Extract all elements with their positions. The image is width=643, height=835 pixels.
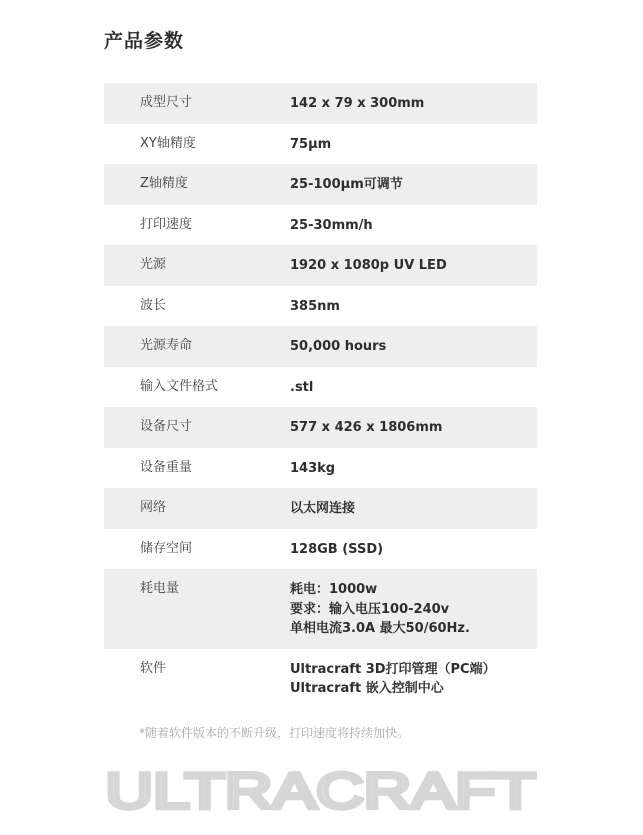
spec-label: 输入文件格式 bbox=[140, 378, 219, 394]
spec-value-line: Ultracraft 嵌入控制中心 bbox=[290, 681, 444, 696]
spec-value-line: 1920 x 1080p UV LED bbox=[290, 258, 447, 273]
spec-label: 耗电量 bbox=[140, 581, 180, 596]
spec-row bbox=[104, 367, 537, 408]
spec-value bbox=[290, 499, 537, 519]
spec-table bbox=[104, 83, 537, 709]
spec-value-line: 142 x 79 x 300mm bbox=[290, 96, 425, 111]
spec-value bbox=[290, 216, 537, 236]
spec-row bbox=[104, 164, 537, 205]
spec-label: 储存空间 bbox=[140, 540, 193, 556]
spec-row bbox=[104, 407, 537, 448]
spec-value bbox=[290, 135, 537, 155]
spec-row bbox=[104, 529, 537, 570]
spec-value-line: 单相电流3.0A 最大50/60Hz. bbox=[290, 621, 470, 636]
spec-value-line: 143kg bbox=[290, 460, 336, 476]
spec-row bbox=[104, 205, 537, 246]
brand-logo-text: ULTRACRAFT bbox=[105, 768, 536, 814]
spec-value-line: 耗电：1000w bbox=[290, 582, 378, 597]
spec-value-line: 要求：输入电压100-240v bbox=[290, 601, 450, 617]
spec-value-line: .stl bbox=[290, 379, 314, 395]
spec-value bbox=[290, 418, 537, 438]
brand-logo bbox=[104, 768, 537, 814]
spec-label: 软件 bbox=[140, 660, 167, 676]
spec-value bbox=[290, 540, 537, 560]
spec-label: XY轴精度 bbox=[140, 135, 196, 151]
spec-value-line: 25-30mm/h bbox=[290, 217, 373, 233]
spec-value bbox=[290, 94, 537, 114]
footnote: *随着软件版本的不断升级，打印速度将持续加快。 bbox=[139, 726, 410, 740]
spec-row bbox=[104, 448, 537, 489]
spec-row bbox=[104, 245, 537, 286]
spec-value-line: 577 x 426 x 1806mm bbox=[290, 420, 443, 435]
spec-row bbox=[104, 649, 537, 709]
page-title: 产品参数 bbox=[104, 30, 185, 52]
spec-row bbox=[104, 124, 537, 165]
spec-label: 打印速度 bbox=[140, 216, 193, 232]
spec-label: 成型尺寸 bbox=[140, 95, 193, 110]
spec-value-line: 75μm bbox=[290, 136, 332, 152]
spec-value bbox=[290, 337, 537, 357]
spec-value bbox=[290, 459, 537, 479]
spec-label: 网络 bbox=[140, 500, 167, 515]
spec-row bbox=[104, 488, 537, 529]
spec-value-line: 385nm bbox=[290, 298, 340, 314]
spec-value bbox=[290, 580, 537, 639]
spec-label: 设备重量 bbox=[140, 459, 193, 475]
spec-value-line: 以太网连接 bbox=[290, 501, 356, 516]
spec-row bbox=[104, 326, 537, 367]
spec-value-line: Ultracraft 3D打印管理（PC端） bbox=[290, 661, 496, 677]
spec-value bbox=[290, 297, 537, 317]
spec-value bbox=[290, 378, 537, 398]
spec-label: 波长 bbox=[140, 297, 167, 313]
spec-label: 光源寿命 bbox=[140, 338, 193, 353]
spec-value-line: 25-100μm可调节 bbox=[290, 177, 403, 192]
spec-value bbox=[290, 175, 537, 195]
spec-value bbox=[290, 660, 537, 699]
spec-row bbox=[104, 569, 537, 649]
spec-row bbox=[104, 286, 537, 327]
spec-value bbox=[290, 256, 537, 276]
spec-value-line: 50,000 hours bbox=[290, 339, 387, 354]
spec-row bbox=[104, 83, 537, 124]
spec-label: 设备尺寸 bbox=[140, 419, 193, 434]
spec-label: 光源 bbox=[140, 257, 167, 272]
spec-label: Z轴精度 bbox=[140, 176, 188, 191]
spec-value-line: 128GB (SSD) bbox=[290, 541, 384, 557]
